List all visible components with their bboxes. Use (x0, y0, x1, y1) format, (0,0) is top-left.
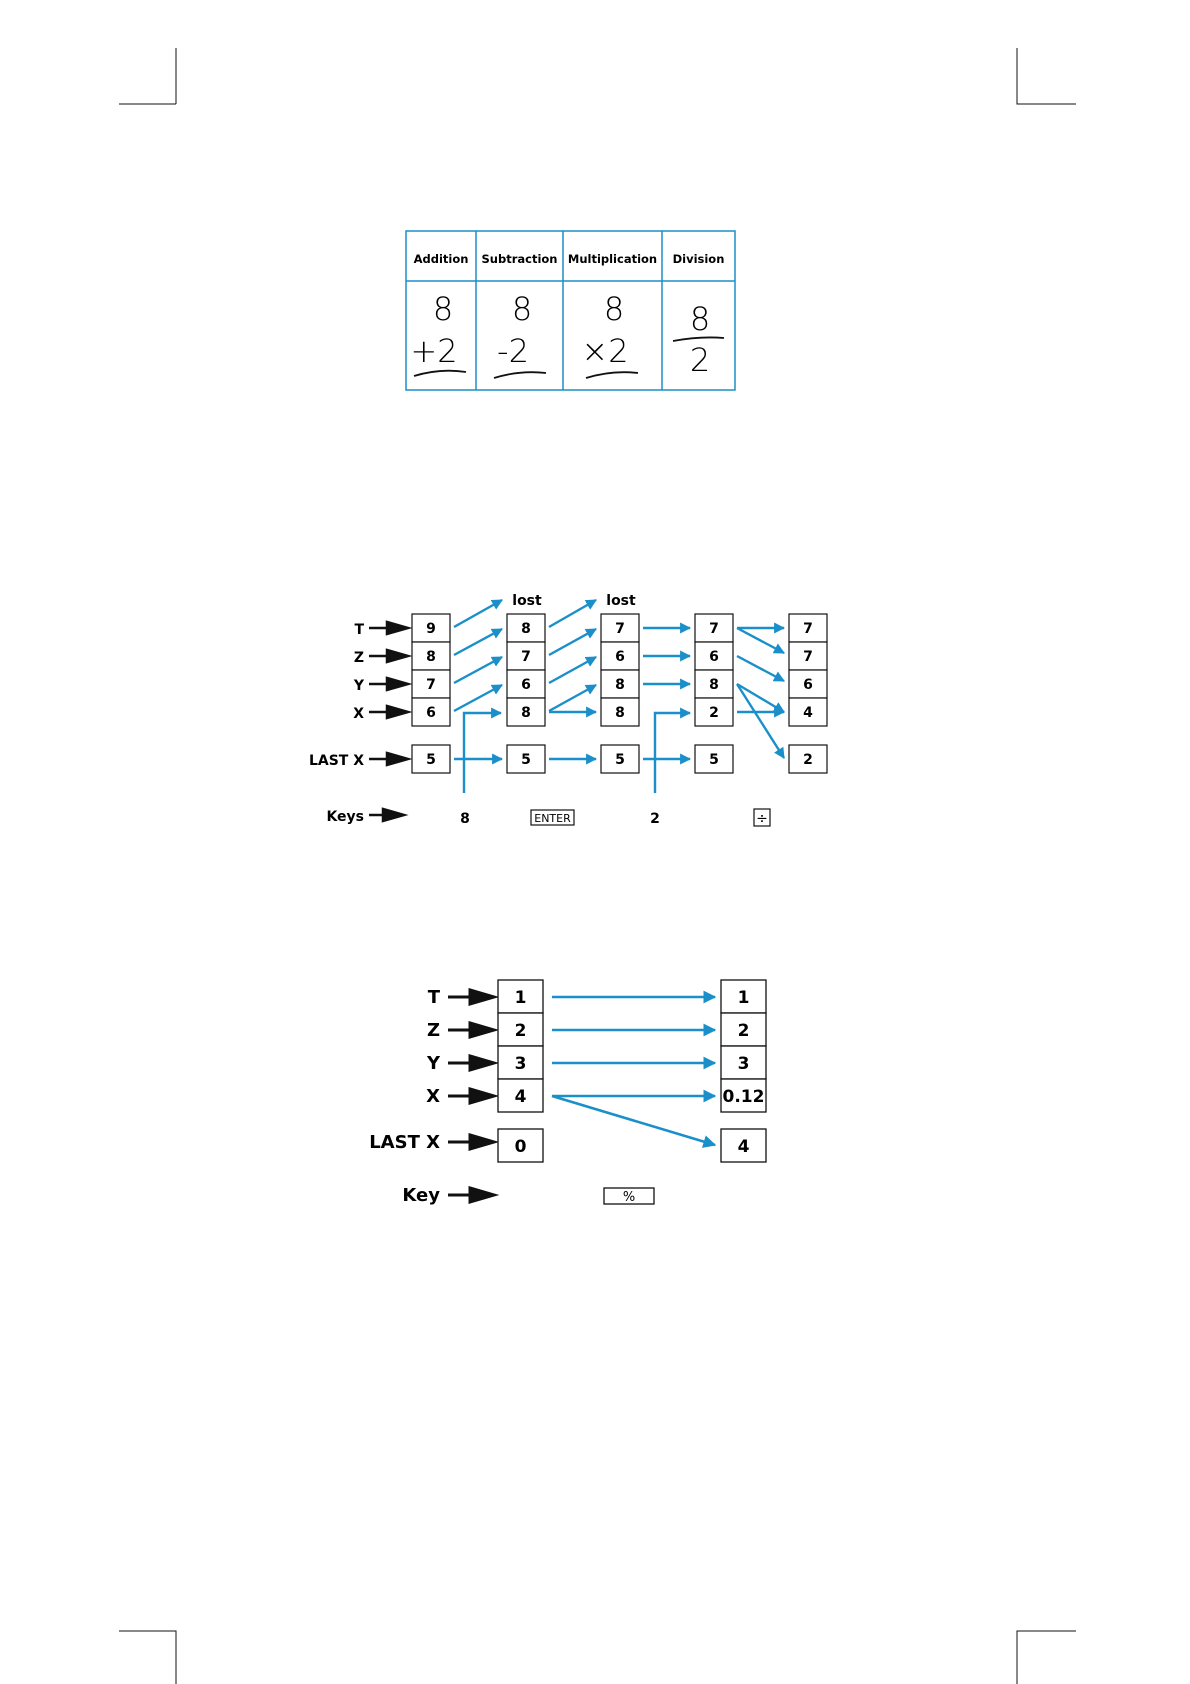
c2-z: 7 (521, 649, 531, 665)
c1-y: 7 (426, 677, 436, 693)
row2-label-t: T (427, 987, 440, 1008)
c5-x: 4 (803, 705, 813, 721)
row-labels (309, 622, 365, 825)
header-division: Division (672, 252, 725, 266)
arrow-right-icon (369, 678, 408, 690)
after-t: 1 (737, 988, 750, 1008)
stack-diagram-percent (369, 980, 766, 1206)
crop-mark-top-left (119, 48, 176, 104)
lastx-label: LAST X (308, 753, 364, 769)
after-x: 0.12 (722, 1087, 765, 1107)
before-x: 4 (514, 1087, 527, 1107)
row-pointer-arrows-2 (448, 990, 494, 1202)
before-z: 2 (514, 1021, 527, 1041)
c5-y: 6 (803, 677, 813, 693)
stack-diagram-divide (309, 593, 827, 827)
c3-y: 8 (615, 677, 625, 693)
stack-boxes (412, 614, 827, 773)
percent-key (604, 1188, 654, 1205)
after-z: 2 (737, 1021, 750, 1041)
row-label-x: X (353, 706, 364, 722)
arrow-right-icon (369, 809, 404, 821)
arrow-right-icon (369, 622, 408, 634)
c5-z: 7 (803, 649, 813, 665)
row2-lastx-label: LAST X (369, 1132, 440, 1153)
c1-z: 8 (426, 649, 436, 665)
header-multiplication: Multiplication (567, 252, 658, 266)
keys-label: Keys (326, 809, 364, 825)
c1-t: 9 (426, 621, 436, 637)
crop-mark-bottom-right (1017, 1631, 1076, 1684)
row-label-t: T (354, 622, 364, 638)
crop-mark-top-right (1017, 48, 1076, 104)
c5-lastx: 2 (803, 752, 813, 768)
operations-table (406, 231, 735, 390)
row2-label-y: Y (426, 1053, 440, 1074)
c2-t: 8 (521, 621, 531, 637)
multiplication-underline (586, 372, 638, 378)
c2-x: 8 (521, 705, 531, 721)
subtraction-bottom: -2 (497, 332, 529, 370)
row-pointer-arrows (369, 622, 408, 821)
division-numerator: 8 (689, 300, 711, 338)
divide-icon: ÷ (756, 811, 768, 827)
arrow-right-icon (369, 753, 408, 765)
row-labels-2 (369, 987, 441, 1206)
crop-mark-bottom-left (119, 1631, 176, 1684)
arrow-right-icon (448, 1135, 494, 1149)
arrow-right-icon (369, 706, 408, 718)
multiplication-bottom: ×2 (581, 332, 629, 370)
divide-key (754, 809, 770, 827)
c3-x: 8 (615, 705, 625, 721)
header-subtraction: Subtraction (481, 252, 558, 266)
c4-x: 2 (709, 705, 719, 721)
c4-z: 6 (709, 649, 719, 665)
before-lastx: 0 (514, 1137, 527, 1157)
division-denominator: 2 (689, 341, 711, 379)
addition-top: 8 (432, 290, 454, 328)
row-label-y: Y (353, 678, 364, 694)
addition-underline (414, 371, 466, 376)
c3-t: 7 (615, 621, 625, 637)
lost-label-1: lost (512, 593, 542, 609)
c1-x: 6 (426, 705, 436, 721)
stack-flow-arrows-2 (552, 997, 715, 1145)
key-8: 8 (460, 811, 470, 827)
addition-bottom: +2 (410, 332, 458, 370)
crop-marks (119, 48, 1076, 1684)
arrow-right-icon (448, 1188, 494, 1202)
arrow-right-icon (448, 1056, 494, 1070)
c2-lastx: 5 (521, 752, 531, 768)
c4-t: 7 (709, 621, 719, 637)
before-t: 1 (514, 988, 527, 1008)
c5-t: 7 (803, 621, 813, 637)
subtraction-underline (494, 372, 546, 378)
header-addition: Addition (413, 252, 469, 266)
enter-key (531, 810, 574, 825)
row2-key-label: Key (402, 1185, 440, 1206)
c1-lastx: 5 (426, 752, 436, 768)
c4-lastx: 5 (709, 752, 719, 768)
enter-key-label: ENTER (534, 812, 571, 825)
multiplication-top: 8 (603, 290, 625, 328)
row2-label-x: X (426, 1086, 440, 1107)
c3-lastx: 5 (615, 752, 625, 768)
before-y: 3 (514, 1054, 527, 1074)
row2-label-z: Z (426, 1020, 440, 1041)
stack-boxes-2 (498, 980, 766, 1162)
c2-y: 6 (521, 677, 531, 693)
after-lastx: 4 (737, 1137, 750, 1157)
lost-label-2: lost (606, 593, 636, 609)
arrow-right-icon (369, 650, 408, 662)
c3-z: 6 (615, 649, 625, 665)
subtraction-top: 8 (511, 290, 533, 328)
c4-y: 8 (709, 677, 719, 693)
arrow-right-icon (448, 990, 494, 1004)
key-2: 2 (650, 811, 660, 827)
percent-icon: % (622, 1190, 636, 1205)
arrow-right-icon (448, 1089, 494, 1103)
after-y: 3 (737, 1054, 750, 1074)
row-label-z: Z (353, 650, 364, 666)
arrow-right-icon (448, 1023, 494, 1037)
